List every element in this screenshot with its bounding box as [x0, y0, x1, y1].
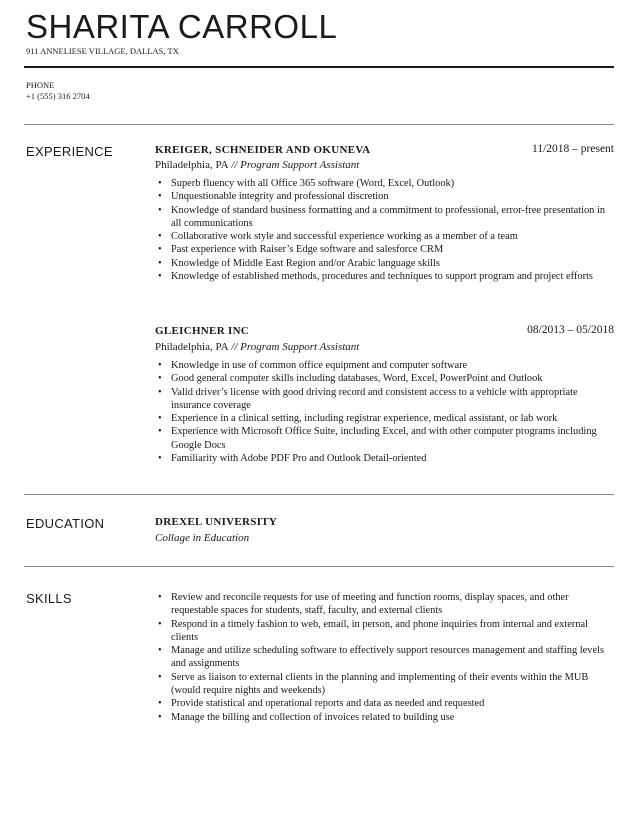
list-item: • Experience in a clinical setting, including registrar experience, medical assistant, or lab work [171, 412, 616, 425]
list-item: • Experience with Microsoft Office Suite, including Excel, and with other computer programs including Google Docs [171, 425, 616, 452]
phone-label: PHONE [26, 80, 55, 90]
experience-title: EXPERIENCE [26, 144, 113, 159]
job-separator: // [228, 159, 241, 171]
address: 911 ANNELIESE VILLAGE, DALLAS, TX [26, 46, 179, 56]
list-item: • Manage and utilize scheduling software to effectively support resources management and staffing levels and assignments [171, 644, 616, 671]
list-item: • Provide statistical and operational reports and data as needed and requested [171, 697, 616, 710]
list-item: • Serve as liaison to external clients in the planning and implementing of their events within the MUB (would require nights and weekends) [171, 671, 616, 698]
job-dates: 11/2018 – present [532, 143, 614, 155]
job-bullets [155, 359, 616, 465]
job-location-role [155, 159, 359, 171]
degree: Collage in Education [155, 532, 250, 544]
candidate-name: SHARITA CARROLL [26, 8, 338, 45]
employer-name: GLEICHNER INC [155, 325, 250, 337]
list-item: • Valid driver’s license with good driving record and consistent access to a vehicle with appropriate insurance coverage [171, 386, 616, 413]
list-item: • Knowledge in use of common office equipment and computer software [171, 359, 616, 372]
header-divider [24, 66, 614, 68]
list-item: • Superb fluency with all Office 365 software (Word, Excel, Outlook) [171, 177, 616, 190]
list-item: • Respond in a timely fashion to web, email, in person, and phone inquiries from internal and external clients [171, 618, 616, 645]
job-dates: 08/2013 – 05/2018 [527, 324, 614, 336]
skills-title: SKILLS [26, 591, 72, 606]
list-item: • Past experience with Raiser’s Edge software and salesforce CRM [171, 243, 616, 256]
job-bullets [155, 177, 616, 283]
employer-name: KREIGER, SCHNEIDER AND OKUNEVA [155, 144, 371, 156]
skills-list [155, 591, 616, 724]
list-item: • Manage the billing and collection of invoices related to building use [171, 711, 616, 724]
list-item: • Knowledge of established methods, procedures and techniques to support program and project efforts [171, 270, 616, 283]
phone-number: +1 (555) 316 2704 [26, 91, 90, 101]
job-city: Philadelphia, PA [155, 341, 229, 353]
job-location-role [155, 341, 359, 353]
section-divider [24, 494, 614, 495]
list-item: • Collaborative work style and successful experience working as a member of a team [171, 230, 616, 243]
list-item: • Review and reconcile requests for use of meeting and function rooms, display spaces, and other requestable spaces for students, staff, faculty, and external clients [171, 591, 616, 618]
list-item: • Knowledge of Middle East Region and/or Arabic language skills [171, 257, 616, 270]
list-item: • Knowledge of standard business formatting and a commitment to professional, error-free presentation in all communications [171, 204, 616, 231]
job-role: Program Support Assistant [240, 341, 360, 353]
list-item: • Familiarity with Adobe PDF Pro and Outlook Detail-oriented [171, 452, 616, 465]
education-title: EDUCATION [26, 516, 105, 531]
school-name: DREXEL UNIVERSITY [155, 516, 278, 528]
list-item: • Good general computer skills including databases, Word, Excel, PowerPoint and Outlook [171, 372, 616, 385]
section-divider [24, 566, 614, 567]
list-item: • Unquestionable integrity and professional discretion [171, 190, 616, 203]
section-divider [24, 124, 614, 125]
job-city: Philadelphia, PA [155, 159, 229, 171]
job-role: Program Support Assistant [240, 159, 360, 171]
job-separator: // [228, 341, 241, 353]
